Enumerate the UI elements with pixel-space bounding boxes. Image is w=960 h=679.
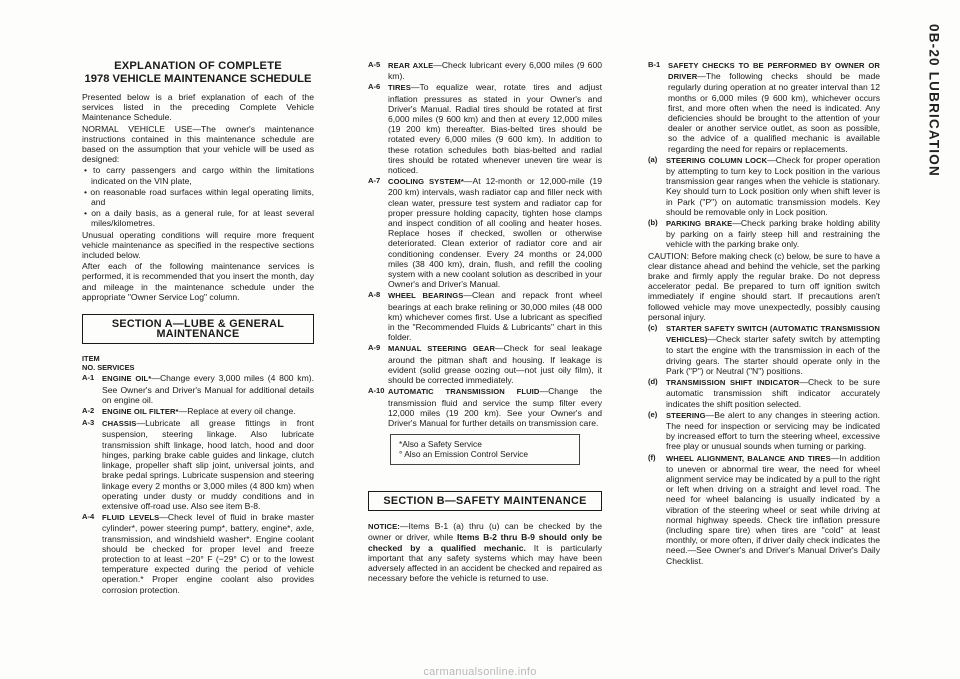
item-number: A-1 bbox=[82, 373, 95, 383]
sub-item-text: —Check for proper operation by attempting to turn key to Lock position in the various transmission gear ranges when the vehicle is stationary. Key should turn to Lock position only when shift lever is in Park ("P") on automatic transmission models. Key should be removable only in Lock position. bbox=[666, 154, 881, 217]
bullet-item: • on a daily basis, as a general rule, for at least several miles/kilometres. bbox=[84, 208, 314, 229]
page-title: EXPLANATION OF COMPLETE bbox=[114, 60, 282, 72]
item-lead: CHASSIS bbox=[102, 419, 137, 429]
notice-text: —Items B-1 (a) thru (u) can be checked by the owner or driver, while bbox=[368, 521, 602, 543]
item-number: A-6 bbox=[368, 82, 381, 92]
service-item bbox=[368, 176, 602, 289]
item-text: —Change every 3,000 miles (4 800 km). See Owner's and Driver's Manual for additional details on engine oil. bbox=[102, 373, 315, 405]
item-number: A-4 bbox=[82, 512, 95, 522]
item-header: ITEM bbox=[82, 354, 100, 364]
safety-service-note: *Also a Safety Service bbox=[399, 439, 482, 450]
notice-paragraph bbox=[368, 521, 602, 583]
item-text: —Check for seal leakage around the pitman shaft and housing. If leakage is evident (solid grease oozing out—not just oily film), it should be corrected immediately. bbox=[388, 343, 603, 386]
item-text: —To equalize wear, rotate tires and adjust inflation pressures as stated in your Owner's and Driver's Manual. Radial tires should be rotated at first 6,000 miles (9 600 km) and then at every 12,000 miles (19 200 km) thereafter. Bias-belted tires should be rotated every 6,000 miles (9 600 km). In addition to these rotation schedules both bias-belted and radial tires should be rotated whenever uneven tire wear is noticed. bbox=[388, 82, 602, 176]
sub-item bbox=[648, 377, 880, 409]
service-item bbox=[82, 406, 314, 417]
item-number: B-1 bbox=[648, 60, 661, 69]
sub-item-text: —In addition to uneven or abnormal tire wear, the need for wheel alignment service may be indicated by a pull to the right or left when driving on a straight and level road. The need for wheel balancing is usually indicated by a vibration of the steering wheel or seat while driving at normal highway speeds. Check tire inflation pressure (including spare tire) when tires are "cold" at least monthly, or more often, if driver daily check indicates the need.—See Owner's and Driver's Manual Driver's Daily Checklist. bbox=[666, 452, 880, 566]
sub-item bbox=[648, 453, 880, 566]
item-text: —Check level of fluid in brake master cylinder*, power steering pump*, battery, engine*, axle, transmission, and windshield washer*. Engine coolant should be checked for proper level and freeze protection to at least −20° F (−29° C) or to the lowest temperature expected during the period of vehicle operation.* Proper engine coolant also provides corrosion protection. bbox=[102, 512, 315, 595]
item-number: A-7 bbox=[368, 176, 381, 186]
item-text: —Clean and repack front wheel bearings at each brake relining or 30,000 miles (48 000 km) whichever comes first. Use a lubricant as specified in the "Recommended Fluids & Lubricants" chart in this folder. bbox=[388, 290, 602, 343]
item-text: —The following checks should be made regularly during operation at no greater interval than 12 months or 6,000 miles (9 600 km), whichever occurs first, and more often when the need is indicated. Any deficiencies should be brought to the attention of your dealer or another service outlet, as soon as possible, so the advice of a qualified mechanic is available regarding the need for repairs or replacements. bbox=[668, 71, 880, 154]
item-number: A-9 bbox=[368, 343, 381, 353]
bullet-item: • on reasonable road surfaces within legal operating limits, and bbox=[84, 186, 314, 208]
page-subtitle: 1978 VEHICLE MAINTENANCE SCHEDULE bbox=[84, 73, 312, 85]
sub-item-letter: (d) bbox=[648, 377, 658, 387]
sub-item bbox=[648, 323, 880, 376]
column-middle bbox=[368, 60, 602, 584]
sub-item-lead: TRANSMISSION SHIFT INDICATOR bbox=[666, 378, 800, 388]
sub-item-letter: (a) bbox=[648, 154, 658, 164]
sub-item-text: —Be alert to any changes in steering action. The need for inspection or servicing may be indicated by increased effort to turn the steering wheel, excessive free play or unusual sounds when turning or parking. bbox=[666, 409, 880, 452]
item-lead: COOLING SYSTEM* bbox=[388, 177, 464, 187]
sub-item-text: —Check to be sure automatic transmission shift indicator accurately indicates the shift position selected. bbox=[666, 377, 880, 409]
service-log-paragraph: After each of the following maintenance services is performed, it is recommended that you insert the month, day and mileage in the maintenance schedule under the appropriate "Owner Service Log" column. bbox=[82, 261, 314, 302]
item-number: A-2 bbox=[82, 406, 95, 416]
sub-item bbox=[648, 410, 880, 452]
item-lead: TIRES bbox=[388, 83, 411, 93]
item-lead: FLUID LEVELS bbox=[102, 513, 160, 523]
normal-use-paragraph: NORMAL VEHICLE USE—The owner's maintenance instructions contained in this maintenance schedule are based on the assumption that your vehicle will be used as designed: bbox=[82, 123, 314, 165]
sub-item-lead: WHEEL ALIGNMENT, BALANCE AND TIRES bbox=[666, 453, 831, 463]
service-item bbox=[82, 373, 314, 405]
bullet-item: • to carry passengers and cargo within the limitations indicated on the VIN plate, bbox=[84, 165, 314, 186]
service-item bbox=[368, 290, 602, 342]
notice-text-end: It is particularly important that any safety systems which may have been adversely affected in an accident be checked and repaired as necessary before the vehicle is returned to use. bbox=[368, 542, 602, 584]
item-lead: REAR AXLE bbox=[388, 61, 434, 70]
item-text: —Lubricate all grease fittings in front suspension, steering linkage. Also lubricate transmission shift linkage, hood latch, hood and door hinges, parking brake cable guides and linkage, clutch linkage, propeller shaft slip joint, universal joints, and brake pedal springs. Lubricate suspension and steering linkage every 2 months or 3,000 miles (4 800 km) when operating under dusty or muddy conditions and in extensive off-road use. Also see item B-8. bbox=[102, 418, 314, 511]
item-lead: ENGINE OIL FILTER* bbox=[102, 407, 179, 417]
watermark-footer: carmanualsonline.info bbox=[423, 666, 537, 678]
item-text: —Replace at every oil change. bbox=[178, 406, 296, 417]
sub-item-lead: STARTER SAFETY SWITCH (AUTOMATIC TRANSMISSION VEHICLES) bbox=[666, 324, 880, 345]
caution-paragraph: CAUTION: Before making check (c) below, be sure to have a clear distance ahead and behind the vehicle, set the parking brake and firmly apply the regular brake. Do not depress accelerator pedal. Be prepared to turn off ignition switch immediately if engine should start. If precautions aren't followed vehicle may move unexpectedly, possibly causing personal injury. bbox=[648, 250, 880, 322]
sub-item-lead: STEERING COLUMN LOCK bbox=[666, 155, 768, 165]
item-number: A-8 bbox=[368, 290, 381, 300]
section-a-heading: SECTION A—LUBE & GENERAL MAINTENANCE bbox=[82, 314, 314, 344]
item-number: A-10 bbox=[368, 386, 385, 396]
sub-item bbox=[648, 155, 880, 217]
notice-bold-text: Items B-2 thru B-9 should only be checked by a qualified mechanic. bbox=[368, 532, 602, 553]
sub-item-lead: STEERING bbox=[666, 410, 706, 420]
item-number: A-5 bbox=[368, 60, 381, 69]
column-right bbox=[648, 60, 880, 567]
sub-item-text: —Check parking brake holding ability by parking on a fairly steep hill and restraining the vehicle with the parking brake only. bbox=[666, 218, 881, 250]
services-header: NO. SERVICES bbox=[82, 363, 135, 373]
service-item bbox=[368, 82, 602, 175]
item-lead: SAFETY CHECKS TO BE PERFORMED BY OWNER OR DRIVER bbox=[668, 61, 880, 82]
service-item bbox=[368, 60, 602, 81]
section-b-heading: SECTION B—SAFETY MAINTENANCE bbox=[368, 491, 602, 511]
item-lead: AUTOMATIC TRANSMISSION FLUID bbox=[388, 387, 540, 397]
service-item bbox=[82, 418, 314, 511]
item-text: —Check lubricant every 6,000 miles (9 600 km). bbox=[388, 60, 602, 82]
service-item bbox=[82, 512, 314, 595]
item-lead: ENGINE OIL* bbox=[102, 374, 152, 384]
service-item bbox=[368, 386, 602, 428]
section-side-label bbox=[922, 24, 946, 264]
sub-item bbox=[648, 218, 880, 250]
service-legend-box bbox=[390, 434, 580, 465]
notice-lead: NOTICE: bbox=[368, 522, 400, 532]
item-lead: WHEEL BEARINGS bbox=[388, 291, 464, 301]
item-number: A-3 bbox=[82, 418, 95, 428]
sub-item-letter: (b) bbox=[648, 218, 658, 228]
sub-item-letter: (f) bbox=[648, 452, 656, 462]
service-item bbox=[648, 60, 880, 154]
sub-item-lead: PARKING BRAKE bbox=[666, 219, 733, 229]
item-lead: MANUAL STEERING GEAR bbox=[388, 344, 496, 354]
item-text: —At 12-month or 12,000-mile (19 200 km) intervals, wash radiator cap and filler neck with clean water, pressure test system and radiator cap for proper pressure holding capacity, tighten hose clamps and inspect condition of all cooling and heater hoses. Replace hoses if checked, swollen or otherwise deteriorated. Clean exterior of radiator core and air conditioning condenser. Every 24 months or 24,000 miles (38 400 km), drain, flush, and refill the cooling system with a new coolant solution as described in your Owner's and Driver's Manual. bbox=[388, 176, 602, 290]
unusual-conditions-paragraph: Unusual operating conditions will require more frequent vehicle maintenance as specified in the respective sections included below. bbox=[82, 229, 314, 261]
emission-service-note: ° Also an Emission Control Service bbox=[399, 448, 529, 459]
sub-item-letter: (e) bbox=[648, 409, 658, 419]
item-text: —Change the transmission fluid and service the sump filter every 12,000 miles (19 200 km). See your Owner's and Driver's Manual for further details on transmission care. bbox=[388, 386, 603, 428]
side-label-text: 0B-20 LUBRICATION bbox=[926, 24, 942, 177]
column-left bbox=[82, 60, 314, 596]
sub-item-letter: (c) bbox=[648, 323, 658, 333]
intro-paragraph: Presented below is a brief explanation of each of the services listed in the preceding Complete Vehicle Maintenance Schedule. bbox=[82, 92, 314, 123]
service-item bbox=[368, 343, 602, 385]
sub-item-text: —Check starter safety switch by attempting to start the engine with the transmission in each of the driving gears. The starter should operate only in the Park ("P") or Neutral ("N") positions. bbox=[666, 334, 880, 376]
